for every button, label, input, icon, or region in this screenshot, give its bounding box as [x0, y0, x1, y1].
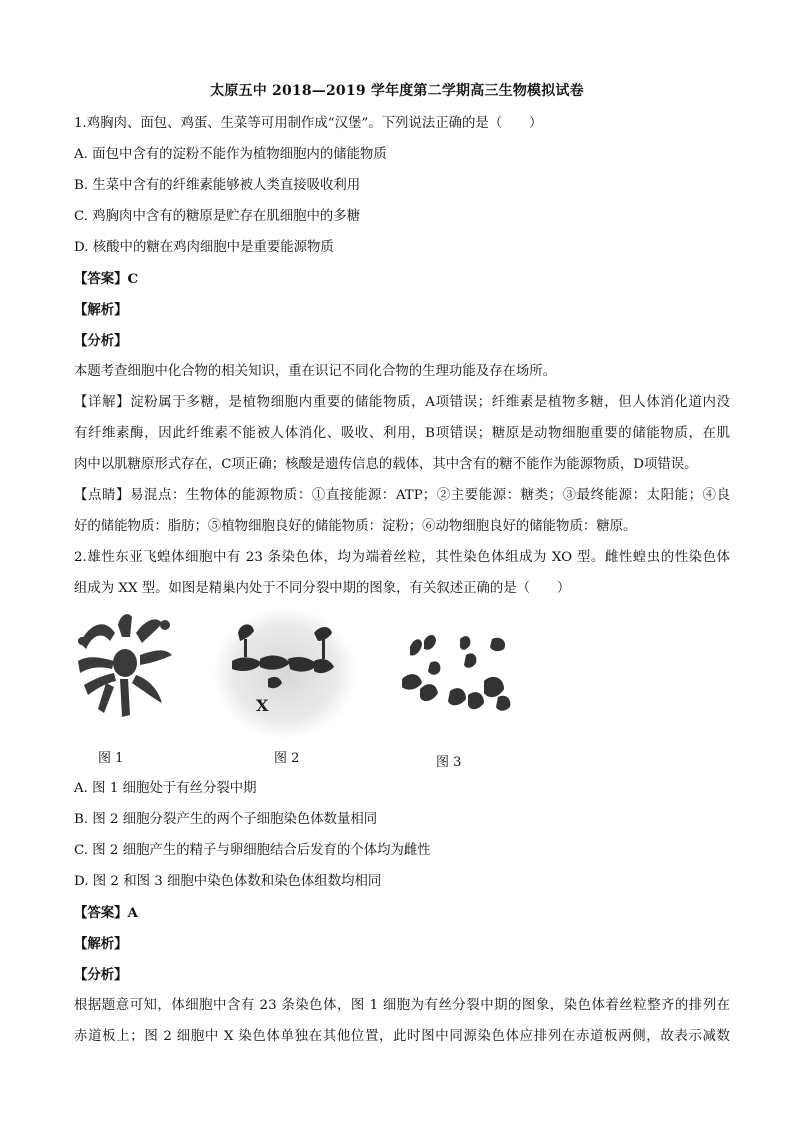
q1-option-c: C. 鸡胸肉中含有的糖原是贮存在肌细胞中的多糖: [74, 209, 361, 224]
q2-fenxi: [74, 990, 730, 1052]
q1-option-d: D. 核酸中的糖在鸡肉细胞中是重要能源物质: [74, 240, 334, 255]
q1-option-b: B. 生菜中含有的纤维素能够被人类直接吸收利用: [74, 178, 361, 193]
figure-1-image: [70, 603, 180, 733]
q1-fenxi-heading: 【分析】: [74, 333, 128, 349]
page-title: 太原五中 2018—2019 学年度第二学期高三生物模拟试卷: [210, 83, 584, 99]
q2-stem-line: 2.雄性东亚飞蝗体细胞中有 23 条染色体，均为端着丝粒，其性染色体组成为 XO 型。雌性蝗虫的性染色体: [74, 550, 730, 565]
q1-stem: 1.鸡胸肉、面包、鸡蛋、生菜等可用制作成“汉堡”。下列说法正确的是（ ）: [74, 116, 543, 131]
q2-fenxi-line: 根据题意可知，体细胞中含有 23 条染色体，图 1 细胞为有丝分裂中期的图象，染色体着丝粒整齐的排列在: [74, 998, 730, 1013]
q1-answer: 【答案】C: [74, 271, 139, 287]
figure-3-caption: 图 3: [436, 755, 462, 770]
q1-point-line: 好的储能物质：脂肪；⑤植物细胞良好的储能物质：淀粉；⑥动物细胞良好的储能物质：糖原。: [74, 519, 637, 534]
q1-fenxi-text: 本题考查细胞中化合物的相关知识，重在识记不同化合物的生理功能及存在场所。: [74, 364, 557, 379]
q2-stem-line: 组成为 XX 型。如图是精巢内处于不同分裂中期的图象，有关叙述正确的是（ ）: [74, 581, 571, 596]
q2-fenxi-heading: 【分析】: [74, 967, 128, 983]
q2-answer: 【答案】A: [74, 905, 138, 921]
q1-detail-line: 肉中以肌糖原形式存在，C项正确；核酸是遗传信息的载体，其中含有的糖不能作为能源物质，D项错误。: [74, 457, 698, 472]
q2-option-a: A. 图 1 细胞处于有丝分裂中期: [74, 781, 257, 796]
figure-2-caption: 图 2: [274, 751, 300, 766]
q1-analysis-heading: 【解析】: [74, 302, 128, 318]
q2-option-c: C. 图 2 细胞产生的精子与卵细胞结合后发育的个体均为雌性: [74, 843, 431, 858]
figure-3-image: [380, 611, 530, 741]
figure-2-image: [210, 603, 360, 743]
figure-2-x-label: X: [256, 696, 269, 715]
q2-analysis-heading: 【解析】: [74, 936, 128, 952]
chromosome-figures: [70, 603, 530, 773]
q2-option-d: D. 图 2 和图 3 细胞中染色体数和染色体组数均相同: [74, 874, 382, 889]
q1-detail-line: 【详解】淀粉属于多糖，是植物细胞内重要的储能物质，A项错误；纤维素是植物多糖，但人体消化道内没: [74, 395, 730, 410]
q2-stem: [74, 542, 730, 604]
q1-point-line: 【点睛】易混点：生物体的能源物质：①直接能源：ATP；②主要能源：糖类；③最终能源：太阳能；④良: [74, 488, 730, 503]
q2-fenxi-line: 赤道板上；图 2 细胞中 X 染色体单独在其他位置，此时图中同源染色体应排列在赤道板两侧，故表示减数: [74, 1029, 730, 1044]
q1-detail: [74, 387, 730, 480]
q1-detail-line: 有纤维素酶，因此纤维素不能被人体消化、吸收、利用，B项错误；糖原是动物细胞重要的储能物质，在肌: [74, 426, 730, 441]
figure-1-caption: 图 1: [98, 751, 124, 766]
q1-point: [74, 480, 730, 542]
q2-option-b: B. 图 2 细胞分裂产生的两个子细胞染色体数量相同: [74, 812, 378, 827]
q1-option-a: A. 面包中含有的淀粉不能作为植物细胞内的储能物质: [74, 147, 387, 162]
